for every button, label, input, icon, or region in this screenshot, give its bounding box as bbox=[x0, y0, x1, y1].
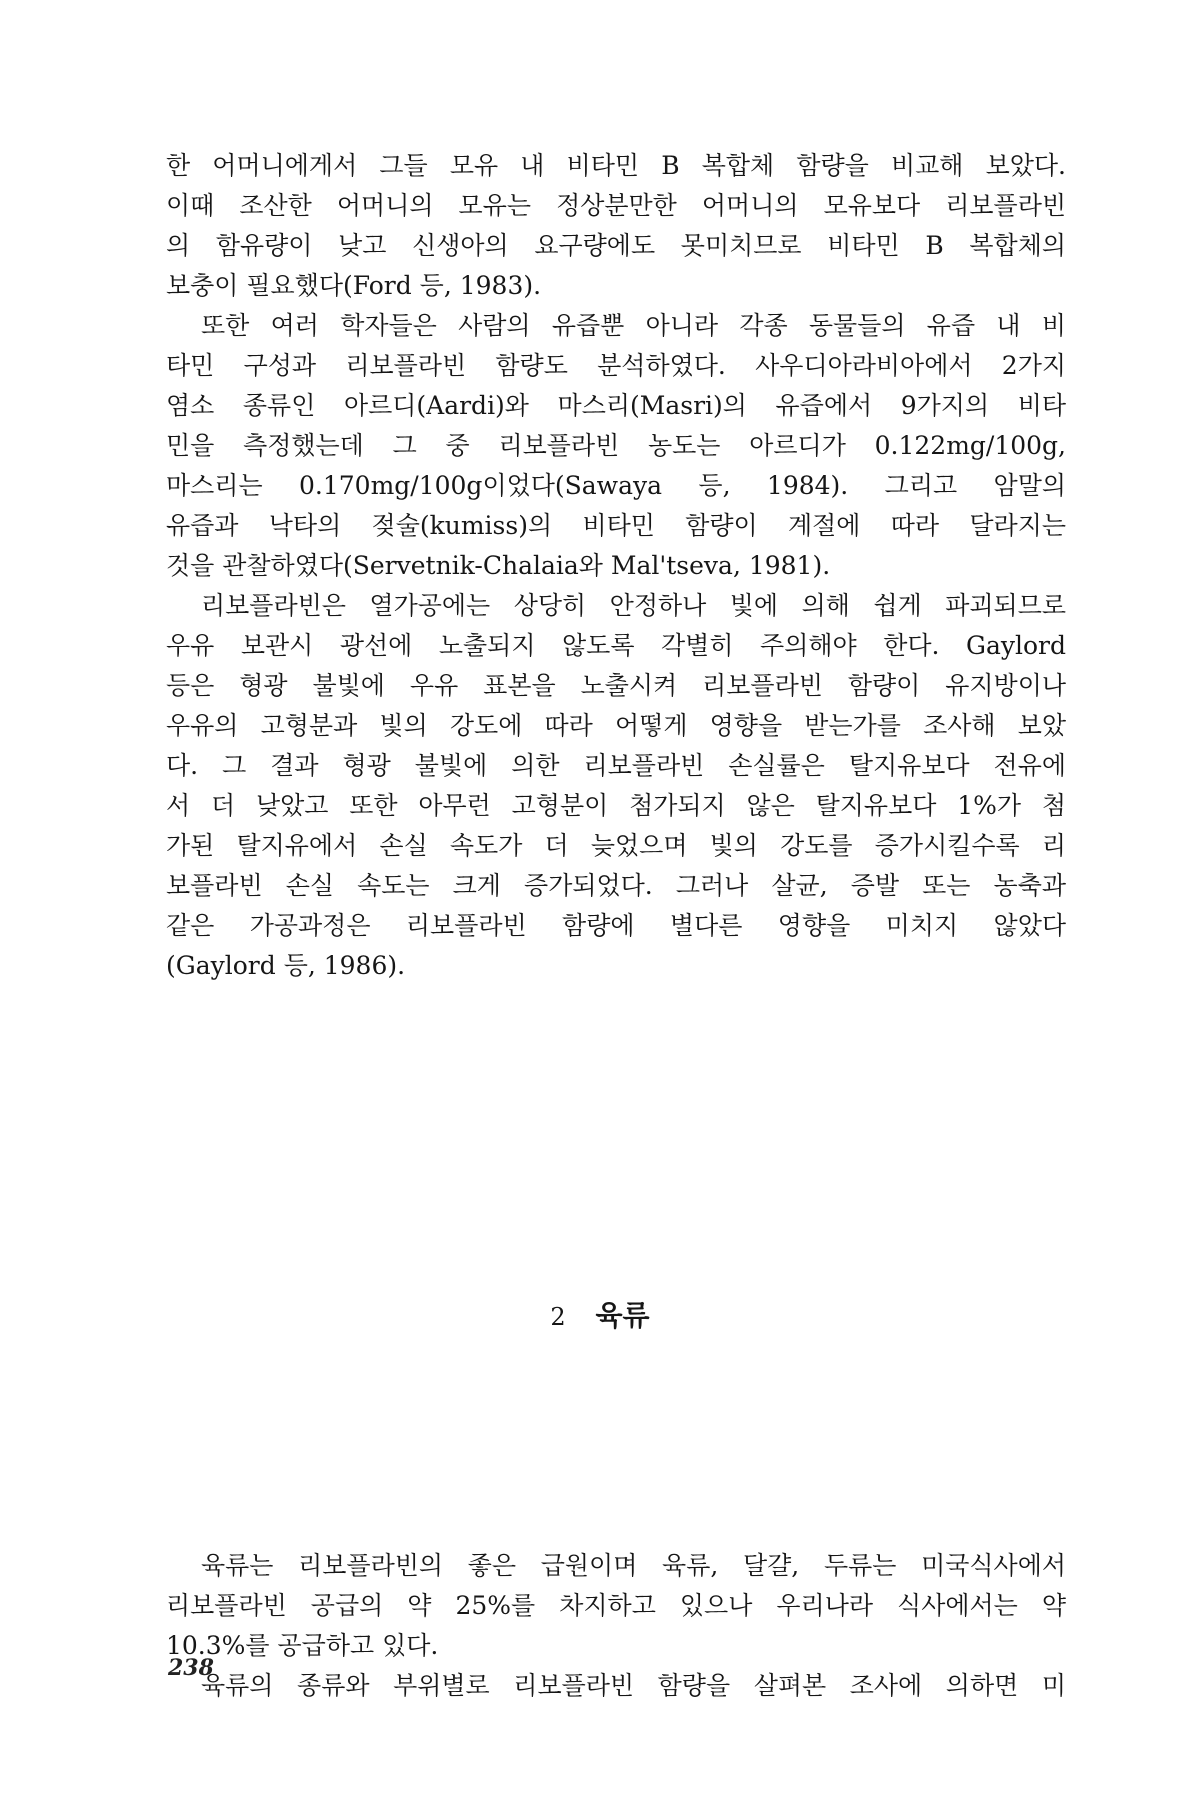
body-text-lower bbox=[166, 1546, 1066, 1706]
text-line: 마스리는 0.170mg/100g이었다(Sawaya 등, 1984). 그리고 암말의 bbox=[166, 471, 1066, 500]
text-line: 서 더 낮았고 또한 아무런 고형분이 첨가되지 않은 탈지유보다 1%가 첨 bbox=[166, 791, 1066, 820]
text-line: 한 어머니에게서 그들 모유 내 비타민 B 복합체 함량을 비교해 보았다. bbox=[166, 151, 1066, 180]
text-line: 등은 형광 불빛에 우유 표본을 노출시켜 리보플라빈 함량이 유지방이나 bbox=[166, 671, 1066, 700]
paragraph-3 bbox=[166, 586, 1066, 986]
section-title: 육류 bbox=[595, 1299, 650, 1332]
paragraph-5 bbox=[166, 1666, 1066, 1706]
text-line: 타민 구성과 리보플라빈 함량도 분석하였다. 사우디아라비아에서 2가지 bbox=[166, 351, 1066, 380]
text-line: 민을 측정했는데 그 중 리보플라빈 농도는 아르디가 0.122mg/100g, bbox=[166, 431, 1066, 460]
text-line: 10.3%를 공급하고 있다. bbox=[166, 1631, 439, 1660]
text-line: (Gaylord 등, 1986). bbox=[166, 951, 406, 980]
paragraph-2 bbox=[166, 306, 1066, 586]
text-line: 염소 종류인 아르디(Aardi)와 마스리(Masri)의 유즙에서 9가지의 비타 bbox=[166, 391, 1066, 420]
text-line: 유즙과 낙타의 젖술(kumiss)의 비타민 함량이 계절에 따라 달라지는 bbox=[166, 511, 1066, 540]
text-line: 다. 그 결과 형광 불빛에 의한 리보플라빈 손실률은 탈지유보다 전유에 bbox=[166, 751, 1066, 780]
section-heading bbox=[0, 1296, 1200, 1337]
text-line: 우유 보관시 광선에 노출되지 않도록 각별히 주의해야 한다. Gaylord bbox=[166, 631, 1066, 660]
paragraph-4 bbox=[166, 1546, 1066, 1666]
paragraph-1 bbox=[166, 146, 1066, 306]
text-line: 또한 여러 학자들은 사람의 유즙뿐 아니라 각종 동물들의 유즙 내 비 bbox=[201, 311, 1066, 340]
text-line: 우유의 고형분과 빛의 강도에 따라 어떻게 영향을 받는가를 조사해 보았 bbox=[166, 711, 1066, 740]
text-line: 이때 조산한 어머니의 모유는 정상분만한 어머니의 모유보다 리보플라빈 bbox=[166, 191, 1066, 220]
body-text-upper bbox=[166, 146, 1066, 986]
text-line: 육류의 종류와 부위별로 리보플라빈 함량을 살펴본 조사에 의하면 미 bbox=[201, 1671, 1066, 1700]
text-line: 보플라빈 손실 속도는 크게 증가되었다. 그러나 살균, 증발 또는 농축과 bbox=[166, 871, 1066, 900]
text-line: 보충이 필요했다(Ford 등, 1983). bbox=[166, 271, 542, 300]
text-line: 것을 관찰하였다(Servetnik-Chalaia와 Mal'tseva, 1981). bbox=[166, 551, 831, 580]
text-line: 육류는 리보플라빈의 좋은 급원이며 육류, 달걀, 두류는 미국식사에서 bbox=[201, 1551, 1066, 1580]
text-line: 가된 탈지유에서 손실 속도가 더 늦었으며 빛의 강도를 증가시킬수록 리 bbox=[166, 831, 1066, 860]
text-line: 리보플라빈은 열가공에는 상당히 안정하나 빛에 의해 쉽게 파괴되므로 bbox=[201, 591, 1066, 620]
text-line: 리보플라빈 공급의 약 25%를 차지하고 있으나 우리나라 식사에서는 약 bbox=[166, 1591, 1066, 1620]
text-line: 의 함유량이 낮고 신생아의 요구량에도 못미치므로 비타민 B 복합체의 bbox=[166, 231, 1066, 260]
section-number: 2 bbox=[550, 1303, 566, 1331]
text-line: 같은 가공과정은 리보플라빈 함량에 별다른 영향을 미치지 않았다 bbox=[166, 911, 1066, 940]
page-number: 238 bbox=[168, 1655, 214, 1681]
